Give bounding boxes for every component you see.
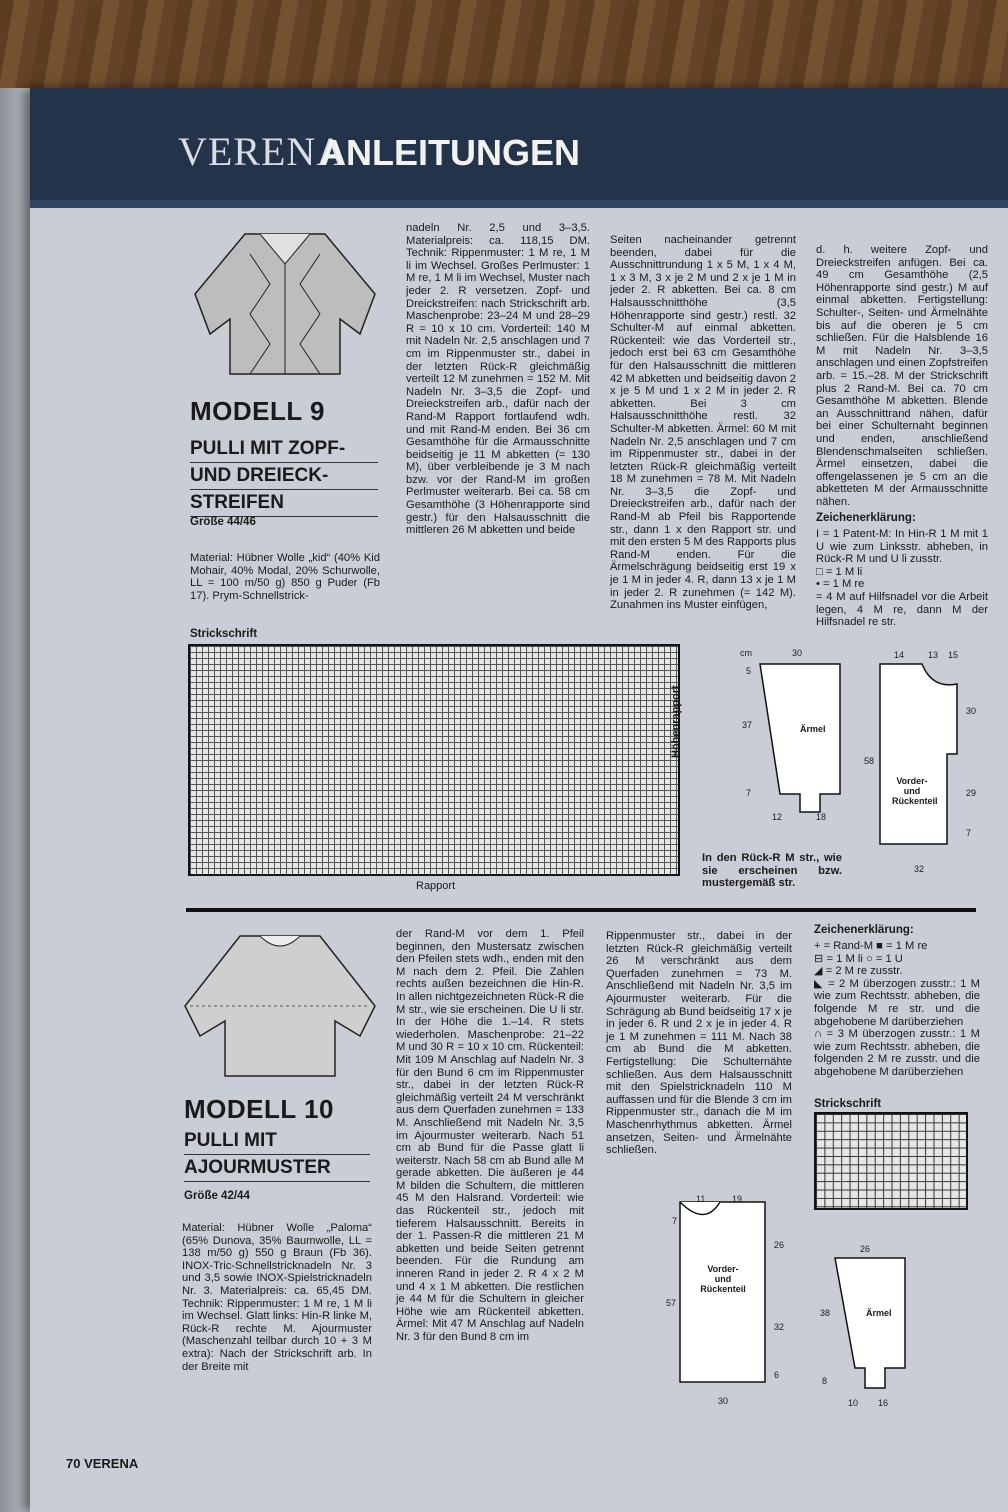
page-header xyxy=(30,88,1008,200)
dim-label: 26 xyxy=(774,1240,785,1250)
dim-label: 16 xyxy=(878,1398,889,1408)
sleeve-diagram-10 xyxy=(820,1238,920,1398)
model-10-heading: MODELL 10 xyxy=(184,1094,334,1124)
title-line: AJOURMUSTER xyxy=(184,1155,370,1182)
dim-label: 7 xyxy=(672,1216,678,1226)
legend-item: = 4 M auf Hilfsnadel vor die Arbeit legen, 4 M re, dann M der Hilfsnadel re str. xyxy=(816,590,988,629)
knitting-chart-9 xyxy=(188,644,680,876)
dim-label: 8 xyxy=(822,1376,828,1386)
legend-item: ∩ = 3 M überzogen zusstr.: 1 M wie zum Rechtsstr. abheben, die folgenden 2 M re zusstr. und die abgehobene M darüberziehen xyxy=(814,1028,980,1078)
model-10-column-3: Rippenmuster str., dabei in der letzten Rück-R gleichmäßig verteilt 26 M verschränkt aus dem Querfaden zunehmen = 73 M. Anschließend mit Nadeln Nr. 3,5 im Ajourmuster weiterarb. Für die Schrägung ab Bund beidseitig 17 x je in jeder 6. R und 2 x je in jeder 4. R je 1 M zunehmen = 111 M. Nach 38 cm ab Bund die M abketten. Fertigstellung: Die Schulternähte schließen. Aus dem Halsausschnitt mit den Spielstricknadeln 110 M auffassen und für die Blende 3 cm im Rippenmuster str., danach die M im Maschenrhythmus abketten. Ärmel ansetzen, Seiten- und Ärmelnähte schließen. xyxy=(606,930,792,1157)
magazine-spine xyxy=(0,88,32,1512)
legend-item: I = 1 Patent-M: In Hin-R 1 M mit 1 U wie zum Linksstr. abheben, in Rück-R M und U li zusstr. xyxy=(816,528,988,566)
knitting-chart-10 xyxy=(814,1112,968,1210)
sweater-illustration-9 xyxy=(190,224,380,384)
sweater-illustration-10 xyxy=(180,926,380,1086)
dim-label: 26 xyxy=(860,1244,871,1254)
magazine-page xyxy=(30,88,1008,1512)
title-line: PULLI MIT ZOPF- xyxy=(190,436,378,463)
sleeve-label-9: Ärmel xyxy=(800,724,826,734)
body-diagram-9 xyxy=(862,644,982,864)
dim-label: 37 xyxy=(742,720,753,730)
model-9-column-2: nadeln Nr. 2,5 und 3–3,5. Materialpreis: ca. 118,15 DM. Technik: Rippenmuster: 1 M re, 1 M li im Wechsel. Großes Perlmuster: 1 M re, 1 M li im Wechsel, Muster nach jeder 2. R versetzen. Zopf- und Dreickstreifen: nach Strickschrift arb. Maschenprobe: 23–24 M und 28–29 R = 10 x 10 cm. Vorderteil: 140 M mit Nadeln Nr. 2,5 anschlagen und 7 cm im Rippenmuster str., dabei in der letzten Rück-R gleichmäßig verteilt 12 M zunehmen = 152 M. Mit Nadeln Nr. 3–3,5 die Zopf- und Dreieckstreifen arb., dafür nach der Rand-M Rapport fortlaufend wdh. und mit Rand-M enden. Bei 36 cm Gesamthöhe für die Armausschnitte beidseitig je 11 M abketten (= 130 M), über verbleibende je 3 M nach bzw. vor der Rand-M im großen Perlmuster weiterarb. Bei ca. 58 cm Gesamthöhe (3 Höhenrapporte sind gestr.) für den Halsausschnitt die mittleren 26 M abketten und beide xyxy=(406,222,590,537)
legend-item: + = Rand-M ■ = 1 M re xyxy=(814,940,928,952)
dim-label: 58 xyxy=(864,756,875,766)
section-divider xyxy=(186,908,976,912)
dim-label: 38 xyxy=(820,1308,831,1318)
title-line: STREIFEN xyxy=(190,490,378,517)
dim-label: 6 xyxy=(774,1370,780,1380)
legend-item: □ = 1 M li xyxy=(816,565,863,578)
dim-label: 7 xyxy=(966,828,972,838)
dim-label: 11 xyxy=(696,1194,706,1204)
dim-label: 18 xyxy=(816,812,827,822)
brand-logo: VERENA xyxy=(178,129,347,174)
dim-label: 32 xyxy=(914,864,925,874)
dim-label: 12 xyxy=(772,812,783,822)
legend-item: • = 1 M re xyxy=(816,578,865,591)
legend-item: ◢ = 2 M re zusstr. xyxy=(814,965,903,978)
model-9-chart-label: Strickschrift xyxy=(190,628,258,640)
model-9-material: Material: Hübner Wolle „kid“ (40% Kid Mohair, 40% Modal, 20% Schurwolle, LL = 100 m/50 g) 850 g Puder (Fb 17). Prym-Schnellstrick- xyxy=(190,552,380,602)
dim-label: 57 xyxy=(666,1298,677,1308)
legend-item: ◣ = 2 M überzogen zusstr.: 1 M wie zum Rechtsstr. abheben, die folgende M re str. und die abgehobene M darüberziehen xyxy=(814,977,980,1028)
model-9-heading: MODELL 9 xyxy=(190,396,325,426)
model-10-legend-title: Zeichenerklärung: xyxy=(814,924,914,936)
model-9-column-4: d. h. weitere Zopf- und Dreieckstreifen anfügen. Bei ca. 49 cm Gesamthöhe (2,5 Höhenrapporte sind gestr.) M auf einmal abketten. Fertigstellung: Schulter-, Seiten- und Ärmelnähte bis auf die oberen je 5 cm schließen. Für die Halsblende 16 M mit Nadeln Nr. 3–3,5 anschlagen und einen Zopfstreifen arb. = 15.–28. M der Strickschrift plus 2 Rand-M. Bei ca. 70 cm Gesamthöhe M abketten. Blende an Ausschnittrand nähen, dafür bei einer Schulternaht beginnen und enden, anschließend Blendenschmalseiten schließen. Ärmel einsetzen, dabei die offengelassenen je 5 cm an die abketteten M der Armausschnitte nähen. xyxy=(816,244,988,508)
legend-item: ⊟ = 1 M li ○ = 1 U xyxy=(814,952,903,965)
model-10-column-1: Material: Hübner Wolle „Paloma“ (65% Dunova, 35% Baumwolle, LL = 138 m/50 g) 550 g Braun (Fb 36). INOX-Tric-Schnellstricknadeln Nr. 3 und 3,5 sowie INOX-Spielstricknadeln Nr. 3. Materialpreis: ca. 65,45 DM. Technik: Rippenmuster: 1 M re, 1 M li im Wechsel. Glatt links: Hin-R linke M, Rück-R rechte M. Ajourmuster (Maschenzahl teilbar durch 10 + 3 M extra): Nach der Strickschrift arb. In der Breite mit xyxy=(182,1222,372,1373)
title-line: PULLI MIT xyxy=(184,1128,370,1155)
title-line: UND DREIECK- xyxy=(190,463,378,490)
dim-label: 30 xyxy=(792,648,803,658)
dim-label: 32 xyxy=(774,1322,785,1332)
rapport-label: Rapport xyxy=(416,880,456,892)
dim-label: 7 xyxy=(746,788,752,798)
model-9-size: Größe 44/46 xyxy=(190,516,256,528)
dim-label: cm xyxy=(740,648,752,658)
sleeve-label-10: Ärmel xyxy=(866,1308,892,1318)
hoehenrapport-label: Höhenrapport xyxy=(670,685,682,758)
model-10-size: Größe 42/44 xyxy=(184,1190,250,1202)
section-title: ANLEITUNGEN xyxy=(320,132,580,173)
body-label-10: Vorder- und Rückenteil xyxy=(700,1264,746,1294)
dim-label: 29 xyxy=(966,788,977,798)
model-10-title xyxy=(184,1128,370,1182)
model-9-title xyxy=(190,436,378,517)
dim-label: 30 xyxy=(966,706,977,716)
model-9-legend xyxy=(816,528,988,629)
dim-label: 14 xyxy=(894,650,905,660)
dim-label: 13 xyxy=(928,650,939,660)
page-footer: 70 VERENA xyxy=(66,1456,139,1471)
model-9-column-3: Seiten nacheinander getrennt beenden, dabei für die Ausschnittrundung 1 x 5 M, 1 x 4 M, 1 x 3 M, 3 x je 2 M und 2 x je 1 M in jeder 2. R abketten. Bei ca. 8 cm Halsausschnitthöhe (3,5 Höhenrapporte sind gestr.) restl. 32 Schulter-M auf einmal abketten. Rückenteil: wie das Vorderteil str., jedoch erst bei 63 cm Gesamthöhe für den Halsausschnitt die mittleren 42 M abketten und beidseitig davon 2 x je 5 M und 1 x 2 M in jeder 2. R abketten. Bei 3 cm Halsausschnitthöhe restl. 32 Schulter-M abketten. Ärmel: 60 M mit Nadeln Nr. 2,5 anschlagen und 7 cm im Rippenmuster str., dabei in der letzten Rück-R gleichmäßig verteilt 18 M zunehmen = 78 M. Mit Nadeln Nr. 3–3,5 die Zopf- und Dreieckstreifen arb., dafür nach der Rand-M ab Pfeil bis Rapportende str., dann 1 x den Rapport str. und mit den ersten 5 M des Rapports plus Rand-M enden. Für die Ärmelschrägung beidseitig erst 19 x je 1 M in jeder 4. R, dann 13 x je 1 M in jeder 2. R zunehmen (= 142 M). Zunahmen ins Muster einfügen, xyxy=(610,234,796,612)
model-9-legend-title: Zeichenerklärung: xyxy=(816,512,916,524)
dim-label: 30 xyxy=(718,1396,729,1406)
dim-label: 5 xyxy=(746,666,752,676)
model-10-chart-label: Strickschrift xyxy=(814,1098,882,1110)
header-strip xyxy=(30,200,1008,208)
body-label-9: Vorder- und Rückenteil xyxy=(892,776,938,806)
model-9-chart-note: In den Rück-R M str., wie sie erscheinen bzw. mustergemäß str. xyxy=(702,852,842,890)
model-10-column-2: der Rand-M vor dem 1. Pfeil beginnen, den Mustersatz zwischen den Pfeilen stets wdh., enden mit den M nach dem 2. Pfeil. Die Zahlen rechts außen bezeichnen die Hin-R. In allen nichtgezeichneten Rück-R die M str., wie sie erscheinen. Die U li str. In der Höhe die 1.–14. R stets wiederholen. Maschenprobe: 21–22 M und 30 R = 10 x 10 cm. Rückenteil: Mit 109 M Anschlag auf Nadeln Nr. 3 für den Bund 6 cm im Rippenmuster str., dabei in der letzten Rück-R gleichmäßig verteilt 24 M verschränkt aus dem Querfaden zunehmen = 133 M. Anschließend mit Nadeln Nr. 3,5 im Ajourmuster weiterarb. Nach 51 cm ab Bund für die Passe glatt li weiterstr. Nach 58 cm ab Bund alle M gerade abketten. Die äußeren je 44 M bilden die Schultern, die mittleren 45 M den Halsrand. Vorderteil: wie das Rückenteil str., jedoch mit tieferem Halsausschnitt. Bereits in der 1. Passen-R die mittleren 21 M abketten und beide Seiten getrennt beenden. Für die Rundung am inneren Rand in jeder 2. R 4 x 2 M und 4 x 1 M abketten. Die restlichen je 44 M für die Schultern in gleicher Höhe wie am Rückenteil abketten. Ärmel: Mit 47 M Anschlag auf Nadeln Nr. 3 für den Bund 8 cm im xyxy=(396,928,584,1343)
dim-label: 15 xyxy=(948,650,959,660)
model-10-legend xyxy=(814,940,980,1079)
dim-label: 19 xyxy=(732,1194,743,1204)
dim-label: 10 xyxy=(848,1398,859,1408)
